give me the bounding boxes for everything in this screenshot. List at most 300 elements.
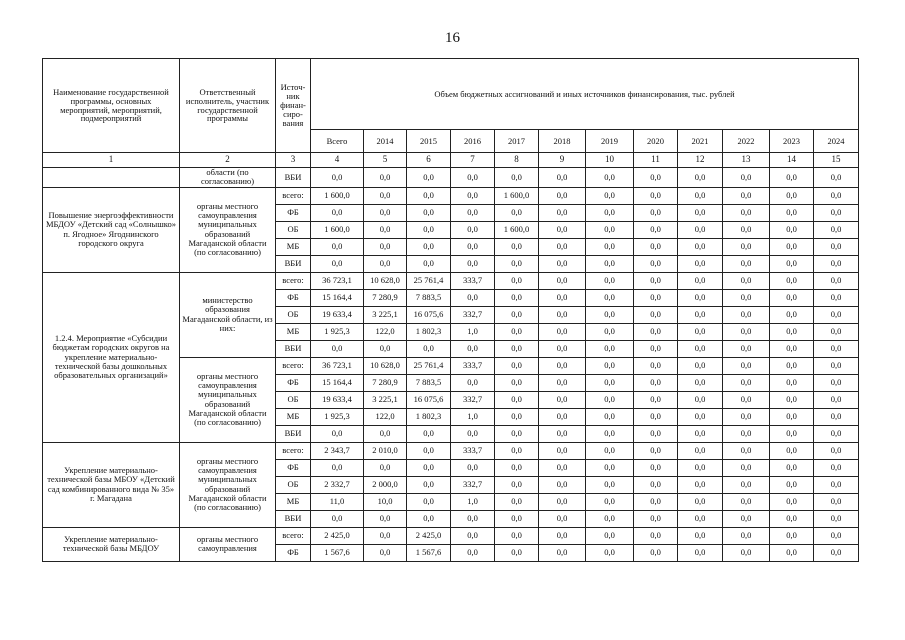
column-number: 13 [723, 153, 770, 168]
year-value: 0,0 [407, 340, 451, 357]
year-value: 0,0 [678, 187, 723, 204]
funding-source: ФБ [276, 459, 311, 476]
year-value: 0,0 [678, 459, 723, 476]
table-row [43, 168, 859, 188]
year-value: 0,0 [634, 238, 678, 255]
year-value: 0,0 [539, 255, 586, 272]
year-value: 1,0 [451, 323, 495, 340]
header-year: 2015 [407, 130, 451, 153]
year-value: 0,0 [586, 306, 634, 323]
year-value: 0,0 [634, 408, 678, 425]
total-value: 0,0 [311, 340, 364, 357]
year-value: 25 761,4 [407, 272, 451, 289]
year-value: 0,0 [678, 442, 723, 459]
year-value: 0,0 [678, 493, 723, 510]
total-value: 0,0 [311, 204, 364, 221]
year-value: 0,0 [586, 238, 634, 255]
year-value: 0,0 [539, 510, 586, 527]
year-value: 333,7 [451, 442, 495, 459]
year-value: 0,0 [770, 255, 814, 272]
year-value: 0,0 [723, 527, 770, 544]
column-number: 2 [180, 153, 276, 168]
year-value: 0,0 [678, 289, 723, 306]
year-value: 0,0 [364, 255, 407, 272]
funding-source: МБ [276, 408, 311, 425]
year-value: 0,0 [814, 391, 859, 408]
funding-source: ФБ [276, 289, 311, 306]
year-value: 0,0 [495, 238, 539, 255]
year-value: 332,7 [451, 306, 495, 323]
column-number: 9 [539, 153, 586, 168]
header-name: Наименование государственной программы, основных мероприятий, мероприятий, подмероприятий [43, 59, 180, 153]
total-value: 19 633,4 [311, 306, 364, 323]
year-value: 0,0 [814, 544, 859, 561]
total-value: 2 425,0 [311, 527, 364, 544]
year-value: 0,0 [814, 340, 859, 357]
year-value: 0,0 [814, 527, 859, 544]
column-number: 5 [364, 153, 407, 168]
year-value: 0,0 [407, 493, 451, 510]
year-value: 0,0 [634, 255, 678, 272]
executor-name: органы местного самоуправления муниципальных образований Магаданской области (по согласованию) [180, 442, 276, 527]
year-value: 0,0 [407, 204, 451, 221]
header-year: 2023 [770, 130, 814, 153]
year-value: 0,0 [364, 510, 407, 527]
year-value: 0,0 [539, 459, 586, 476]
year-value: 0,0 [770, 459, 814, 476]
year-value: 0,0 [451, 204, 495, 221]
year-value: 0,0 [407, 187, 451, 204]
year-value: 0,0 [814, 255, 859, 272]
year-value: 0,0 [723, 340, 770, 357]
year-value: 0,0 [634, 221, 678, 238]
year-value: 0,0 [407, 168, 451, 188]
header-year: 2021 [678, 130, 723, 153]
year-value: 0,0 [586, 442, 634, 459]
year-value: 0,0 [814, 476, 859, 493]
year-value: 333,7 [451, 357, 495, 374]
header-year: 2014 [364, 130, 407, 153]
year-value: 0,0 [723, 306, 770, 323]
year-value: 0,0 [723, 221, 770, 238]
year-value: 0,0 [634, 527, 678, 544]
year-value: 1 567,6 [407, 544, 451, 561]
year-value: 0,0 [364, 238, 407, 255]
funding-source: ВБИ [276, 340, 311, 357]
year-value: 0,0 [723, 476, 770, 493]
year-value: 0,0 [770, 493, 814, 510]
year-value: 0,0 [495, 527, 539, 544]
total-value: 11,0 [311, 493, 364, 510]
year-value: 0,0 [364, 168, 407, 188]
year-value: 0,0 [634, 374, 678, 391]
year-value: 0,0 [814, 374, 859, 391]
year-value: 332,7 [451, 476, 495, 493]
table-row [43, 527, 859, 544]
year-value: 0,0 [678, 255, 723, 272]
year-value: 0,0 [723, 459, 770, 476]
year-value: 0,0 [586, 374, 634, 391]
funding-source: ФБ [276, 374, 311, 391]
header-volume: Объем бюджетных ассигнований и иных источников финансирования, тыс. рублей [311, 59, 859, 130]
year-value: 0,0 [539, 306, 586, 323]
total-value: 1 567,6 [311, 544, 364, 561]
funding-source: ОБ [276, 306, 311, 323]
header-year: 2024 [814, 130, 859, 153]
year-value: 0,0 [634, 340, 678, 357]
year-value: 0,0 [634, 442, 678, 459]
year-value: 0,0 [634, 272, 678, 289]
year-value: 333,7 [451, 272, 495, 289]
year-value: 0,0 [634, 306, 678, 323]
year-value: 0,0 [586, 255, 634, 272]
year-value: 0,0 [539, 340, 586, 357]
funding-source: МБ [276, 323, 311, 340]
total-value: 1 600,0 [311, 187, 364, 204]
total-value: 1 600,0 [311, 221, 364, 238]
year-value: 0,0 [814, 272, 859, 289]
funding-source: МБ [276, 493, 311, 510]
year-value: 0,0 [634, 510, 678, 527]
funding-source: ОБ [276, 221, 311, 238]
year-value: 0,0 [723, 391, 770, 408]
year-value: 0,0 [495, 493, 539, 510]
funding-source: всего: [276, 187, 311, 204]
year-value: 0,0 [723, 357, 770, 374]
year-value: 0,0 [495, 306, 539, 323]
year-value: 0,0 [451, 255, 495, 272]
measure-name: Повышение энергоэффективности МБДОУ «Детский сад «Солнышко» п. Ягодное» Ягоднинского городского округа [43, 187, 180, 272]
year-value: 2 000,0 [364, 476, 407, 493]
year-value: 0,0 [495, 510, 539, 527]
header-year: 2017 [495, 130, 539, 153]
year-value: 0,0 [770, 374, 814, 391]
year-value: 332,7 [451, 391, 495, 408]
total-value: 36 723,1 [311, 272, 364, 289]
year-value: 0,0 [770, 391, 814, 408]
year-value: 0,0 [539, 168, 586, 188]
year-value: 0,0 [678, 476, 723, 493]
year-value: 0,0 [678, 544, 723, 561]
year-value: 0,0 [495, 323, 539, 340]
year-value: 0,0 [495, 544, 539, 561]
year-value: 0,0 [634, 323, 678, 340]
year-value: 0,0 [634, 187, 678, 204]
year-value: 2 425,0 [407, 527, 451, 544]
total-value: 19 633,4 [311, 391, 364, 408]
column-number: 7 [451, 153, 495, 168]
year-value: 0,0 [539, 272, 586, 289]
year-value: 0,0 [678, 204, 723, 221]
year-value: 0,0 [495, 425, 539, 442]
year-value: 0,0 [723, 272, 770, 289]
year-value: 0,0 [814, 442, 859, 459]
year-value: 16 075,6 [407, 391, 451, 408]
year-value: 1 600,0 [495, 187, 539, 204]
year-value: 0,0 [495, 255, 539, 272]
year-value: 0,0 [678, 357, 723, 374]
year-value: 0,0 [814, 493, 859, 510]
year-value: 0,0 [770, 357, 814, 374]
column-number: 11 [634, 153, 678, 168]
year-value: 0,0 [634, 493, 678, 510]
year-value: 0,0 [586, 459, 634, 476]
year-value: 0,0 [451, 289, 495, 306]
column-number: 4 [311, 153, 364, 168]
year-value: 0,0 [586, 391, 634, 408]
year-value: 0,0 [678, 510, 723, 527]
year-value: 0,0 [495, 357, 539, 374]
year-value: 0,0 [814, 323, 859, 340]
year-value: 0,0 [723, 544, 770, 561]
year-value: 0,0 [678, 168, 723, 188]
year-value: 0,0 [634, 168, 678, 188]
year-value: 0,0 [586, 476, 634, 493]
column-number: 1 [43, 153, 180, 168]
year-value: 0,0 [634, 289, 678, 306]
year-value: 0,0 [634, 544, 678, 561]
year-value: 10,0 [364, 493, 407, 510]
year-value: 0,0 [495, 391, 539, 408]
year-value: 0,0 [451, 221, 495, 238]
year-value: 0,0 [539, 221, 586, 238]
year-value: 0,0 [814, 204, 859, 221]
column-number: 3 [276, 153, 311, 168]
year-value: 0,0 [770, 221, 814, 238]
year-value: 7 883,5 [407, 289, 451, 306]
header-year: 2020 [634, 130, 678, 153]
year-value: 0,0 [770, 425, 814, 442]
year-value: 0,0 [539, 187, 586, 204]
funding-source: МБ [276, 238, 311, 255]
table-row [43, 272, 859, 289]
year-value: 0,0 [495, 408, 539, 425]
total-value: 0,0 [311, 255, 364, 272]
year-value: 0,0 [723, 323, 770, 340]
year-value: 0,0 [770, 442, 814, 459]
year-value: 0,0 [586, 168, 634, 188]
year-value: 0,0 [407, 476, 451, 493]
year-value: 0,0 [723, 289, 770, 306]
year-value: 1 600,0 [495, 221, 539, 238]
year-value: 0,0 [723, 238, 770, 255]
year-value: 0,0 [586, 408, 634, 425]
year-value: 0,0 [451, 238, 495, 255]
year-value: 0,0 [770, 476, 814, 493]
year-value: 0,0 [678, 306, 723, 323]
year-value: 0,0 [814, 187, 859, 204]
measure-name: Укрепление материально-технической базы МБОУ «Детский сад комбинированного вида № 35» г. Магадана [43, 442, 180, 527]
year-value: 0,0 [770, 544, 814, 561]
year-value: 0,0 [678, 527, 723, 544]
year-value: 0,0 [495, 204, 539, 221]
year-value: 0,0 [539, 527, 586, 544]
year-value: 3 225,1 [364, 306, 407, 323]
year-value: 0,0 [539, 408, 586, 425]
funding-source: всего: [276, 527, 311, 544]
year-value: 0,0 [451, 425, 495, 442]
total-value: 0,0 [311, 238, 364, 255]
year-value: 0,0 [451, 544, 495, 561]
year-value: 7 883,5 [407, 374, 451, 391]
year-value: 0,0 [634, 476, 678, 493]
column-number: 12 [678, 153, 723, 168]
funding-source: ФБ [276, 544, 311, 561]
year-value: 0,0 [723, 168, 770, 188]
year-value: 7 280,9 [364, 289, 407, 306]
year-value: 0,0 [539, 442, 586, 459]
header-total: Всего [311, 130, 364, 153]
executor-name: органы местного самоуправления [180, 527, 276, 561]
total-value: 2 332,7 [311, 476, 364, 493]
year-value: 0,0 [678, 425, 723, 442]
year-value: 0,0 [814, 306, 859, 323]
year-value: 0,0 [495, 374, 539, 391]
year-value: 1 802,3 [407, 323, 451, 340]
year-value: 0,0 [723, 187, 770, 204]
year-value: 0,0 [770, 306, 814, 323]
year-value: 0,0 [586, 493, 634, 510]
year-value: 0,0 [586, 221, 634, 238]
year-value: 0,0 [407, 459, 451, 476]
year-value: 0,0 [678, 238, 723, 255]
year-value: 0,0 [539, 357, 586, 374]
year-value: 0,0 [586, 527, 634, 544]
year-value: 0,0 [451, 168, 495, 188]
table-row [43, 187, 859, 204]
measure-name: Укрепление материально-технической базы МБДОУ [43, 527, 180, 561]
year-value: 0,0 [770, 340, 814, 357]
total-value: 0,0 [311, 425, 364, 442]
year-value: 0,0 [364, 527, 407, 544]
header-executor: Ответственный исполнитель, участник государственной программы [180, 59, 276, 153]
executor-name: органы местного самоуправления муниципальных образований Магаданской области (по согласованию) [180, 187, 276, 272]
year-value: 0,0 [723, 493, 770, 510]
year-value: 0,0 [539, 323, 586, 340]
year-value: 0,0 [770, 238, 814, 255]
year-value: 0,0 [723, 408, 770, 425]
funding-source: всего: [276, 357, 311, 374]
year-value: 0,0 [364, 221, 407, 238]
year-value: 0,0 [723, 425, 770, 442]
year-value: 122,0 [364, 323, 407, 340]
year-value: 0,0 [634, 357, 678, 374]
year-value: 25 761,4 [407, 357, 451, 374]
year-value: 0,0 [586, 544, 634, 561]
year-value: 0,0 [723, 510, 770, 527]
year-value: 0,0 [770, 204, 814, 221]
header-source: Источ-ник финан-сиро-вания [276, 59, 311, 153]
total-value: 2 343,7 [311, 442, 364, 459]
year-value: 0,0 [539, 476, 586, 493]
column-number: 14 [770, 153, 814, 168]
year-value: 3 225,1 [364, 391, 407, 408]
year-value: 0,0 [678, 391, 723, 408]
header-year: 2019 [586, 130, 634, 153]
year-value: 0,0 [770, 289, 814, 306]
year-value: 0,0 [814, 425, 859, 442]
executor-name: области (по согласованию) [180, 168, 276, 188]
year-value: 0,0 [814, 408, 859, 425]
year-value: 0,0 [586, 510, 634, 527]
year-value: 1,0 [451, 408, 495, 425]
year-value: 0,0 [539, 391, 586, 408]
total-value: 0,0 [311, 168, 364, 188]
year-value: 0,0 [678, 221, 723, 238]
year-value: 0,0 [407, 510, 451, 527]
year-value: 0,0 [586, 289, 634, 306]
funding-source: ФБ [276, 204, 311, 221]
executor-name: министерство образования Магаданской области, из них: [180, 272, 276, 357]
year-value: 0,0 [634, 459, 678, 476]
year-value: 0,0 [770, 272, 814, 289]
year-value: 0,0 [364, 340, 407, 357]
year-value: 2 010,0 [364, 442, 407, 459]
year-value: 0,0 [539, 544, 586, 561]
year-value: 0,0 [678, 323, 723, 340]
year-value: 0,0 [586, 204, 634, 221]
measure-name: 1.2.4. Мероприятие «Субсидии бюджетам городских округов на укрепление материально-технической базы дошкольных образовательных организаций» [43, 272, 180, 442]
year-value: 0,0 [495, 459, 539, 476]
year-value: 0,0 [539, 425, 586, 442]
executor-name: органы местного самоуправления муниципальных образований Магаданской области (по согласованию) [180, 357, 276, 442]
budget-table [42, 58, 859, 562]
funding-source: ВБИ [276, 168, 311, 188]
year-value: 0,0 [723, 374, 770, 391]
year-value: 0,0 [678, 408, 723, 425]
year-value: 0,0 [495, 289, 539, 306]
funding-source: всего: [276, 442, 311, 459]
year-value: 0,0 [451, 527, 495, 544]
table-row [43, 442, 859, 459]
year-value: 0,0 [586, 340, 634, 357]
year-value: 0,0 [770, 408, 814, 425]
total-value: 0,0 [311, 459, 364, 476]
year-value: 0,0 [495, 272, 539, 289]
year-value: 0,0 [451, 340, 495, 357]
year-value: 1,0 [451, 493, 495, 510]
year-value: 0,0 [723, 442, 770, 459]
column-number: 15 [814, 153, 859, 168]
year-value: 0,0 [586, 187, 634, 204]
header-year: 2018 [539, 130, 586, 153]
year-value: 1 802,3 [407, 408, 451, 425]
year-value: 0,0 [814, 357, 859, 374]
year-value: 0,0 [407, 221, 451, 238]
year-value: 0,0 [364, 544, 407, 561]
year-value: 0,0 [770, 323, 814, 340]
funding-source: ОБ [276, 391, 311, 408]
year-value: 0,0 [723, 255, 770, 272]
year-value: 0,0 [678, 340, 723, 357]
year-value: 0,0 [539, 289, 586, 306]
year-value: 0,0 [451, 510, 495, 527]
year-value: 0,0 [634, 204, 678, 221]
year-value: 0,0 [586, 357, 634, 374]
year-value: 0,0 [451, 459, 495, 476]
funding-source: ВБИ [276, 425, 311, 442]
year-value: 0,0 [539, 204, 586, 221]
funding-source: ОБ [276, 476, 311, 493]
year-value: 0,0 [586, 272, 634, 289]
year-value: 0,0 [495, 442, 539, 459]
year-value: 0,0 [495, 168, 539, 188]
total-value: 15 164,4 [311, 374, 364, 391]
year-value: 0,0 [678, 272, 723, 289]
column-number: 6 [407, 153, 451, 168]
year-value: 0,0 [723, 204, 770, 221]
funding-source: ВБИ [276, 510, 311, 527]
